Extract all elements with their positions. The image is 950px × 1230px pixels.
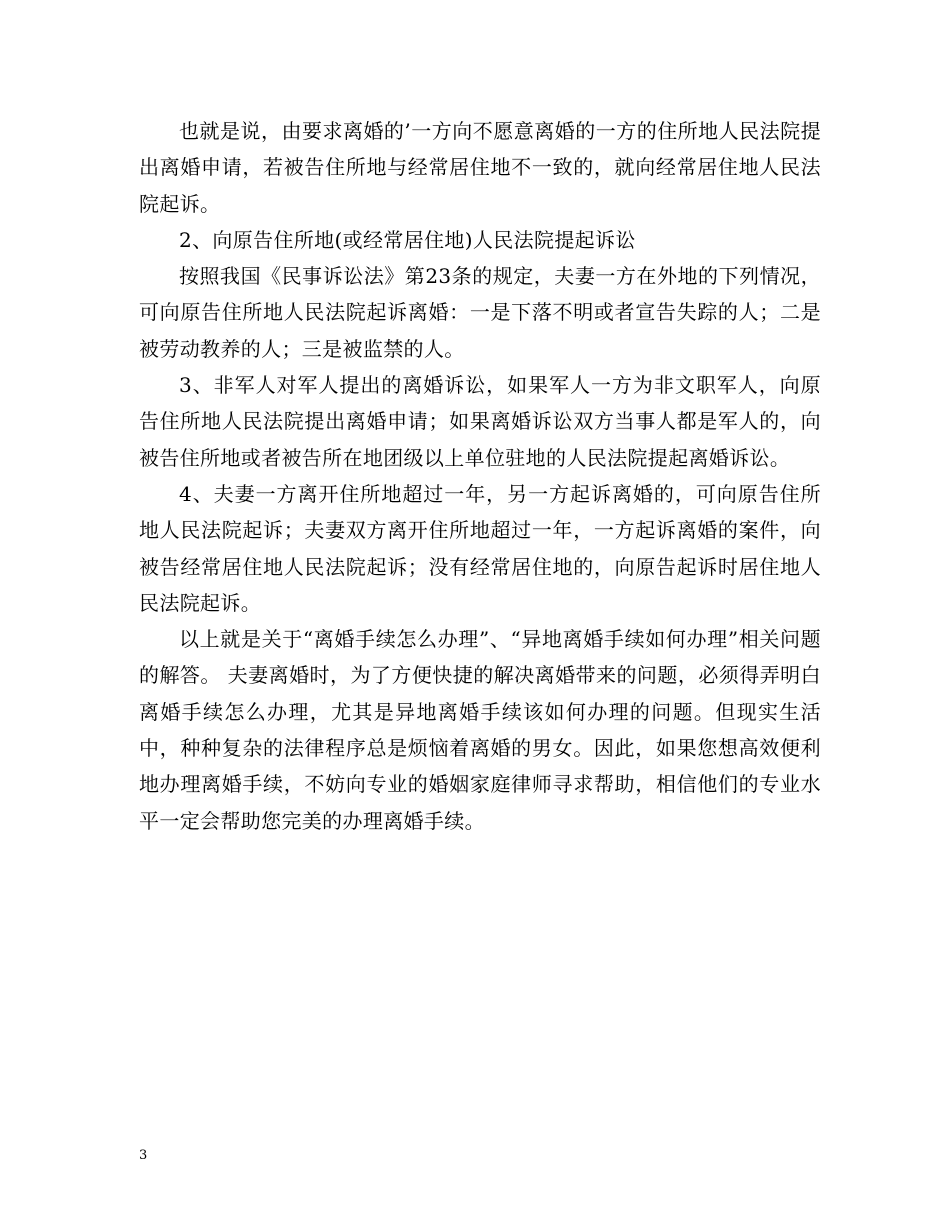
paragraph-residence-rule: 也就是说，由要求离婚的’一方向不愿意离婚的一方的住所地人民法院提出离婚申请，若被告住所地与经常居住地不一致的，就向经常居住地人民法院起诉。 bbox=[139, 119, 821, 216]
paragraph-left-residence-over-one-year: 4、夫妻一方离开住所地超过一年，另一方起诉离婚的，可向原告住所地人民法院起诉；夫妻双方离开住所地超过一年，一方起诉离婚的案件，向被告经常居住地人民法院起诉；没有经常居住地的，向原告起诉时居住地人民法院起诉。 bbox=[139, 481, 821, 615]
paragraph-military-divorce: 3、非军人对军人提出的离婚诉讼，如果军人一方为非文职军人，向原告住所地人民法院提出离婚申请；如果离婚诉讼双方当事人都是军人的，向被告住所地或者被告所在地团级以上单位驻地的人民法院提起离婚诉讼。 bbox=[139, 373, 821, 470]
document-body bbox=[139, 113, 821, 839]
paragraph-civil-procedure-article-23: 按照我国《民事诉讼法》第23条的规定，夫妻一方在外地的下列情况，可向原告住所地人民法院起诉离婚：一是下落不明或者宣告失踪的人；二是被劳动教养的人；三是被监禁的人。 bbox=[139, 264, 821, 361]
page-number: 3 bbox=[139, 1148, 148, 1163]
heading-plaintiff-residence: 2、向原告住所地(或经常居住地)人民法院提起诉讼 bbox=[179, 227, 636, 252]
paragraph-conclusion: 以上就是关于“离婚手续怎么办理”、“异地离婚手续如何办理”相关问题的解答。 夫妻离婚时，为了方便快捷的解决离婚带来的问题，必须得弄明白离婚手续怎么办理，尤其是异地离婚手续该如何办理的问题。但现实生活中，种种复杂的法律程序总是烦恼着离婚的男女。因此，如果您想高效便利地办理离婚手续，不妨向专业的婚姻家庭律师寻求帮助，相信他们的专业水平一定会帮助您完美的办理离婚手续。 bbox=[139, 627, 821, 833]
